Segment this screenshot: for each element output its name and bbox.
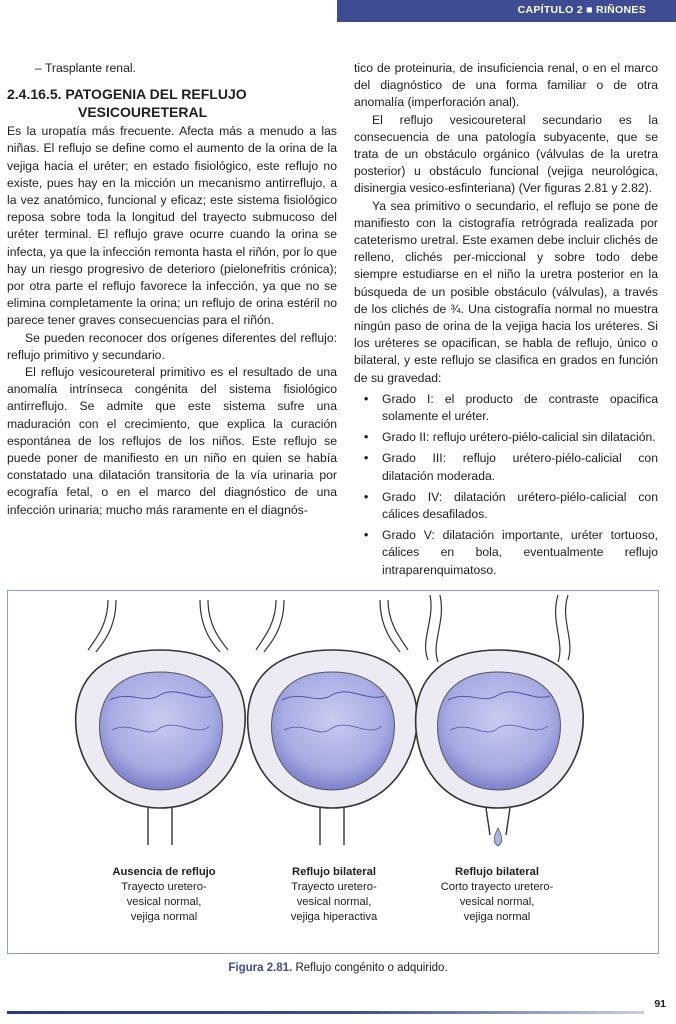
figure-label: Figura 2.81. <box>228 962 293 974</box>
panel-desc: Corto trayecto uretero- <box>440 881 554 893</box>
paragraph-2: Se pueden reconocer dos orígenes diferentes del reflujo: reflujo primitivo y secundario. <box>7 330 337 362</box>
panel-desc: Trayecto uretero- <box>291 881 377 893</box>
section-number: 2.4.16.5. <box>7 86 62 103</box>
panel-desc: vejiga hiperactiva <box>290 911 378 923</box>
list-item-trasplante: – Trasplante renal. <box>35 61 136 75</box>
panel-desc: vejiga normal <box>463 911 531 923</box>
panel-desc: vesical normal, <box>126 896 202 908</box>
list-item: • Grado III: reflujo urétero-piélo-calicial con dilatación moderada. <box>364 451 658 483</box>
paragraph-3: El reflujo vesicoureteral primitivo es el resultado de una anomalía intrínseca congénita del sistema fisiológico antirreflujo. Se admite que este sistema sufre una maduración con el crecimiento, que explica la curación espontánea de los reflujos de los niños. Este reflujo se puede poner de manifiesto en un niño en quien se había constatado una dilatación transitoria de la vía urinaria por ecografía fetal, o en el marco del diagnóstico de una infección urinaria; mucho más raramente en el diagnós- <box>7 365 337 517</box>
figure-panel-caption-1 <box>89 865 239 925</box>
paragraph-6: Ya sea primitivo o secundario, el reflujo se pone de manifiesto con la cistografía retrógrada realizada por cateterismo uretral. Este examen debe incluir clichés de relleno, clichés per-miccional y sobre todo debe siempre estudiarse en el niño la uretra posterior en la búsqueda de un posible obstáculo (válvulas), a través de los clichés de ¾. Una cistografía normal no muestra ningún paso de orina de la vejiga hacia los uréteres. Si los uréteres se opacifican, se habla de reflujo, único o bilateral, y este reflujo se clasifica en grados en función de su gravedad: <box>354 198 658 385</box>
panel-desc: Trayecto uretero- <box>121 881 207 893</box>
list-item: • Grado II: reflujo urétero-piélo-calicial sin dilatación. <box>364 430 656 445</box>
bladder-hyperactive-icon <box>248 600 418 845</box>
panel-title: Ausencia de reflujo <box>112 866 216 878</box>
list-item: • Grado IV: dilatación urétero-piélo-calicial con cálices desafilados. <box>364 489 658 522</box>
bladder-reflux-icon <box>416 595 584 846</box>
bladder-normal-icon <box>76 600 246 845</box>
list-item: • Grado I: el producto de contraste opacifica solamente el uréter. <box>364 391 658 424</box>
panel-desc: vesical normal, <box>459 896 535 908</box>
footer-rule <box>7 1011 644 1014</box>
section-heading-line2: VESICOURETERAL <box>78 104 208 121</box>
chapter-title: CAPÍTULO 2 ■ RIÑONES <box>517 4 646 16</box>
paragraph-1: Es la uropatía más frecuente. Afecta más a menudo a las niñas. El reflujo se define como el aumento de la orina de la vejiga hacia el uréter; en estado fisiológico, este reflujo no existe, pues hay en la micción un mecanismo antirreflujo, a la vez anatómico, funcional y eficaz; este sistema fisiológico reposa sobre toda la longitud del trayecto submucoso del uréter terminal. El reflujo grave ocurre cuando la orina se infecta, ya que la infección remonta hasta el riñón, por lo que hay un riesgo progresivo de deterioro (pielonefritis crónica); por otra parte el reflujo favorece la infección, ya que no se elimina completamente la orina; un reflujo de orina estéril no parece tener graves consecuencias para el riñón. <box>7 124 337 328</box>
panel-title: Reflujo bilateral <box>292 866 376 878</box>
paragraph-4: tico de proteinuria, de insuficiencia renal, o en el marco del diagnóstico de una forma familiar o de otra anomalía (imperforación anal). <box>354 61 658 110</box>
figure-caption <box>0 962 676 974</box>
page-number: 91 <box>654 998 666 1010</box>
panel-desc: vesical normal, <box>296 896 372 908</box>
figure-panel-caption-2 <box>259 865 409 925</box>
figure-caption-text: Reflujo congénito o adquirido. <box>292 962 448 974</box>
figure-panel-caption-3 <box>422 865 572 925</box>
panel-title: Reflujo bilateral <box>455 866 539 878</box>
panel-desc: vejiga normal <box>130 911 198 923</box>
paragraph-5: El reflujo vesicoureteral secundario es la consecuencia de una patología subyacente, que se trata de un obstáculo orgánico (válvulas de la uretra posterior) u obstáculo funcional (vejiga neurológica, disinergia vesico-esfinteriana) (Ver figuras 2.81 y 2.82). <box>354 112 658 196</box>
list-item: • Grado V: dilatación importante, uréter tortuoso, cálices en bola, eventualmente reflujo intraparenquimatoso. <box>364 528 658 577</box>
section-heading-line1: PATOGENIA DEL REFLUJO <box>65 86 247 103</box>
